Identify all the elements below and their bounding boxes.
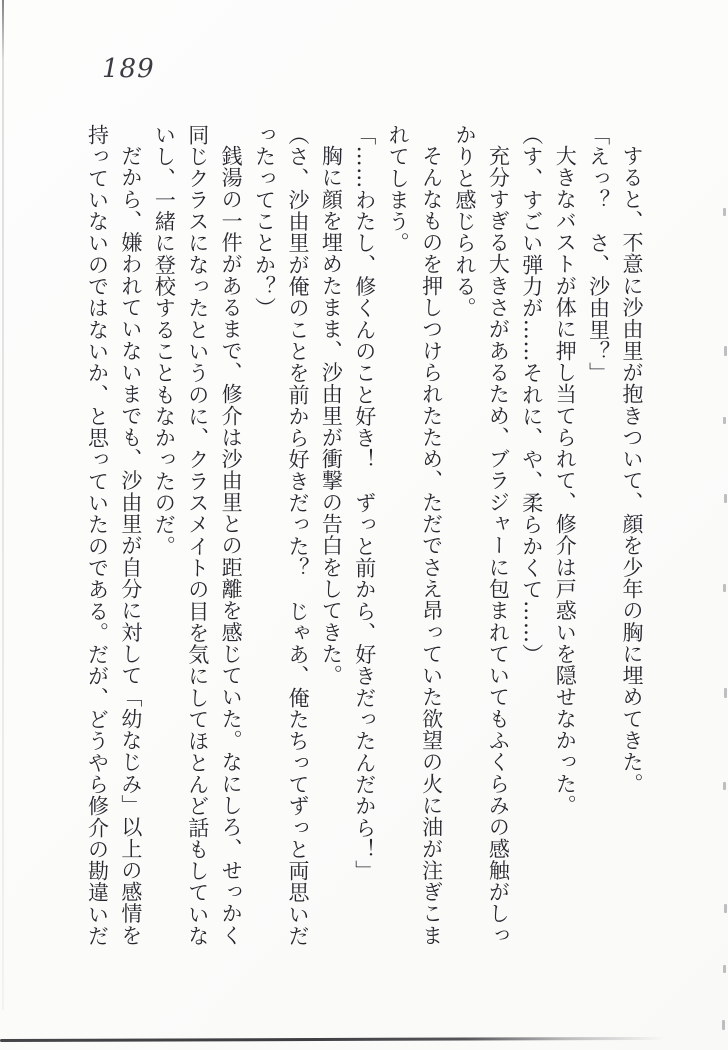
page-edge-mark — [723, 965, 726, 973]
scan-edge-bottom — [0, 1037, 665, 1042]
text-line: 大きなバストが体に押し当てられて、修介は戸惑いを隠せなかった。 — [553, 145, 578, 817]
page-edge-mark — [724, 688, 727, 698]
text-line: 持っていないのではないか、と思っていたのである。だが、どうやら修介の勘違いだ — [85, 124, 110, 947]
text-line: れてしまう。 — [386, 124, 411, 254]
text-line: 銭湯の一件があるまで、修介は沙由里との距離を感じていた。なにしろ、せっかく — [219, 145, 244, 947]
text-line: 「……わたし、修くんのこと好き！ ずっと前から、好きだったんだから！」 — [352, 124, 377, 882]
page-edge-mark — [723, 782, 726, 790]
text-line: だから、嫌われていないまでも、沙由里が自分に対して「幼なじみ」以上の感情を — [118, 145, 143, 947]
page-edge-mark — [724, 904, 727, 913]
text-line: すると、不意に沙由里が抱きついて、顔を少年の胸に埋めてきた。 — [620, 145, 644, 795]
page-edge-mark — [724, 494, 727, 503]
page-number: 189 — [102, 54, 155, 84]
text-line: いし、一緒に登校することもなかったのだ。 — [152, 124, 177, 557]
text-line: そんなものを押しつけられたため、ただでさえ昂っていた欲望の火に油が注ぎこま — [419, 145, 444, 947]
page-edge-mark — [723, 208, 726, 216]
scan-edge-left — [2, 0, 4, 1010]
text-line: 「えっ？ さ、沙由里？」 — [586, 124, 611, 384]
text-line: かりと感じられる。 — [452, 124, 477, 319]
text-line: （す、すごい弾力が……それに、や、柔らかくて……） — [519, 124, 544, 666]
page-edge-mark — [723, 417, 726, 424]
page-edge-mark — [723, 584, 726, 592]
text-line: 胸に顔を埋めたまま、沙由里が衝撃の告白をしてきた。 — [319, 145, 344, 687]
page-edge-mark — [722, 1020, 725, 1030]
body-text — [80, 124, 648, 946]
text-line: （さ、沙由里が俺のことを前から好きだった？ じゃあ、俺たちってずっと両思いだ — [285, 124, 310, 947]
text-line: 同じクラスになったというのに、クラスメイトの目を気にしてほとんど話もしていな — [185, 124, 210, 947]
page-edge-mark — [724, 346, 727, 356]
text-line: ったってことか？） — [252, 124, 277, 319]
text-line: 充分すぎる大きさがあるため、ブラジャーに包まれていてもふくらみの感触がしっ — [486, 145, 511, 947]
